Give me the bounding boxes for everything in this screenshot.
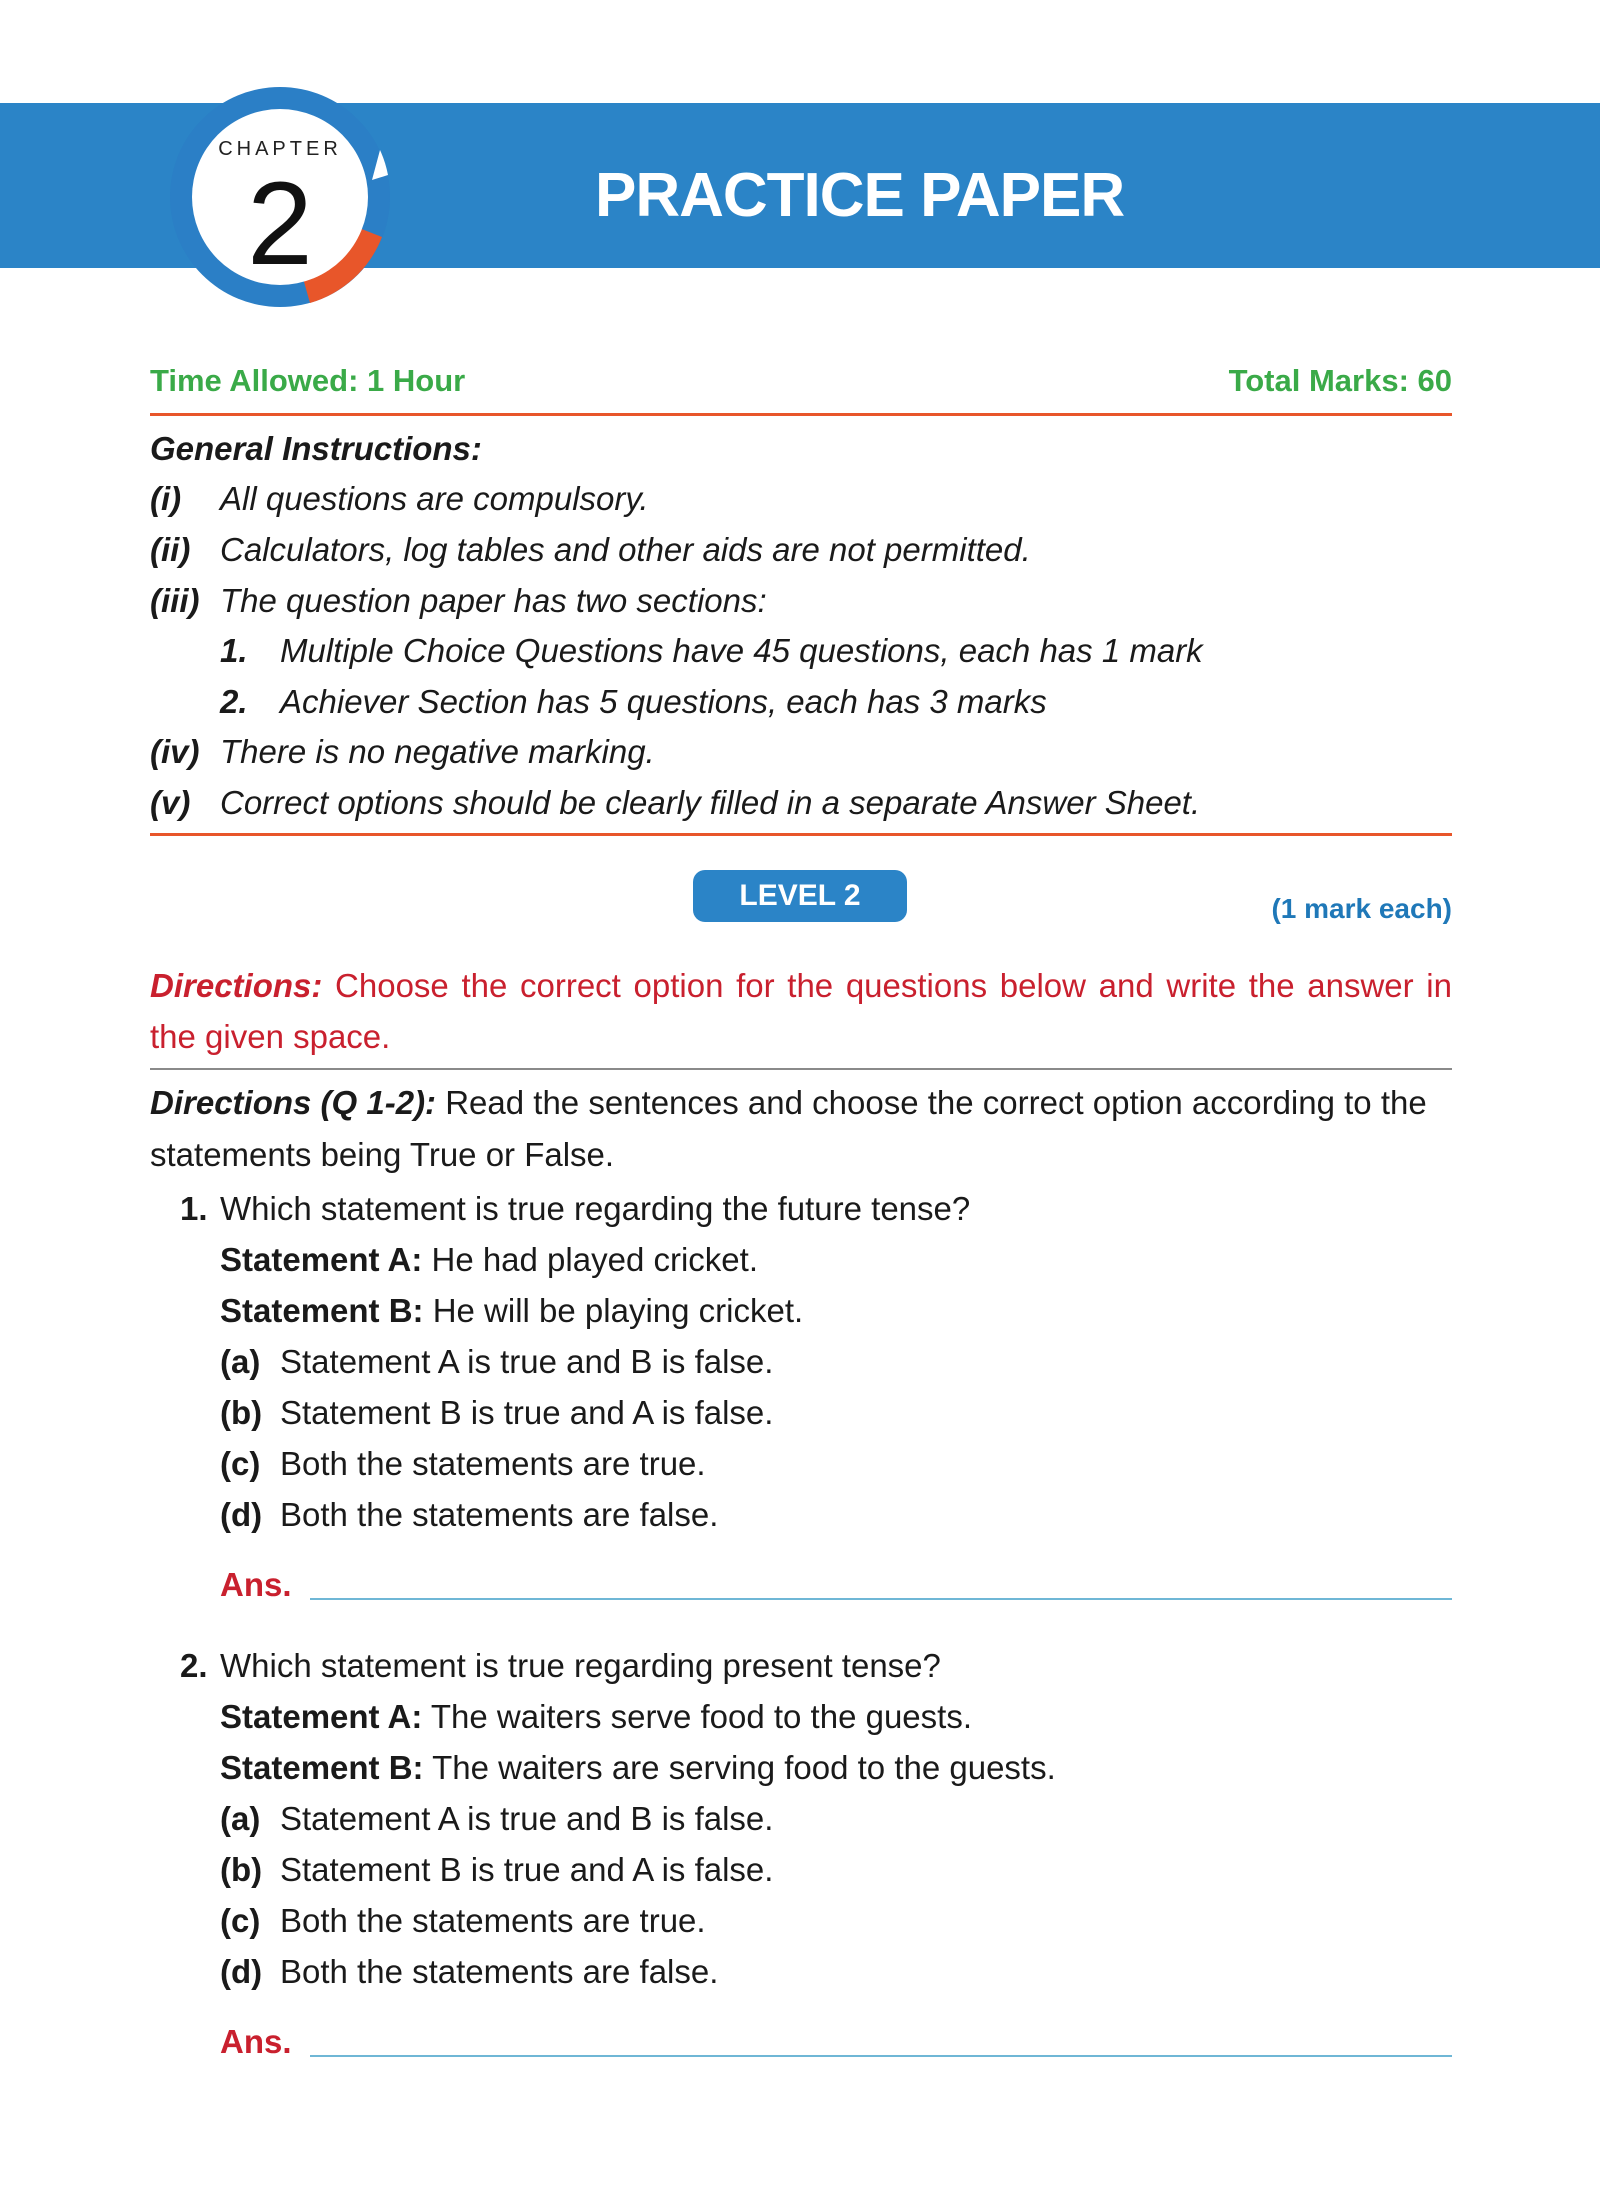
option-label: (a)	[220, 1800, 261, 1837]
statement-a-label: Statement A:	[220, 1698, 423, 1735]
chapter-label: CHAPTER	[218, 138, 342, 160]
directions-q-text: Read the sentences and choose the correct option according to the statements being True or False.	[150, 1084, 1427, 1173]
statement-a-text: The waiters serve food to the guests.	[422, 1698, 973, 1735]
option-text: Both the statements are true.	[280, 1445, 706, 1482]
directions	[150, 960, 1452, 1070]
subitem-number: 1.	[220, 632, 248, 669]
option-label: (a)	[220, 1343, 261, 1380]
option-label: (d)	[220, 1953, 263, 1990]
total-marks: Total Marks: 60	[1228, 363, 1452, 398]
subitem-number: 2.	[220, 683, 248, 720]
option-label: (c)	[220, 1445, 261, 1482]
answer-input[interactable]	[310, 1598, 1452, 1600]
instruction-subitem	[150, 683, 1452, 729]
answer-input[interactable]	[310, 2055, 1452, 2057]
statement-b-label: Statement B:	[220, 1749, 424, 1786]
instruction-item	[150, 480, 1452, 526]
answer-label: Ans.	[220, 2023, 292, 2060]
statement-a-text: He had played cricket.	[422, 1241, 758, 1278]
directions-q	[150, 1077, 1452, 1181]
meta-row	[150, 363, 1452, 416]
instruction-subitem	[150, 632, 1452, 678]
level-badge: LEVEL 2	[693, 870, 907, 922]
statement-a	[220, 1698, 972, 1748]
option-label: (b)	[220, 1394, 263, 1431]
instruction-text: There is no negative marking.	[220, 733, 655, 770]
instruction-item	[150, 733, 1452, 779]
instruction-number: (i)	[150, 480, 182, 517]
option-label: (d)	[220, 1496, 263, 1533]
instruction-item	[150, 531, 1452, 577]
instruction-number: (ii)	[150, 531, 191, 568]
option-label: (b)	[220, 1851, 263, 1888]
general-instructions	[150, 428, 1452, 836]
instruction-number: (iii)	[150, 582, 200, 619]
time-allowed: Time Allowed: 1 Hour	[150, 363, 466, 398]
instruction-text: Calculators, log tables and other aids are not permitted.	[220, 531, 1031, 568]
instruction-text: The question paper has two sections:	[220, 582, 767, 619]
instruction-number: (v)	[150, 784, 191, 821]
subitem-text: Achiever Section has 5 questions, each has 3 marks	[280, 683, 1047, 720]
directions-text: Choose the correct option for the questions below and write the answer in the given space.	[150, 967, 1452, 1055]
answer-label: Ans.	[220, 1566, 292, 1603]
directions-q-label: Directions (Q 1-2):	[150, 1084, 437, 1121]
statement-b-label: Statement B:	[220, 1292, 424, 1329]
instructions-heading: General Instructions:	[150, 430, 482, 467]
statement-a	[220, 1241, 758, 1291]
statement-a-label: Statement A:	[220, 1241, 423, 1278]
instruction-number: (iv)	[150, 733, 200, 770]
option-text: Both the statements are false.	[280, 1953, 719, 1990]
instruction-text: Correct options should be clearly filled in a separate Answer Sheet.	[220, 784, 1201, 821]
option-text: Both the statements are false.	[280, 1496, 719, 1533]
statement-b-text: The waiters are serving food to the guests.	[423, 1749, 1056, 1786]
instruction-item	[150, 582, 1452, 628]
page-title: PRACTICE PAPER	[595, 161, 1125, 230]
subitem-text: Multiple Choice Questions have 45 questions, each has 1 mark	[280, 632, 1203, 669]
statement-b	[220, 1292, 803, 1342]
marks-note: (1 mark each)	[1271, 893, 1452, 924]
chapter-number: 2	[247, 158, 313, 290]
question-text: Which statement is true regarding present tense?	[220, 1647, 941, 1684]
option-text: Both the statements are true.	[280, 1902, 706, 1939]
statement-b	[220, 1749, 1056, 1799]
option-text: Statement B is true and A is false.	[280, 1394, 774, 1431]
option-text: Statement A is true and B is false.	[280, 1800, 774, 1837]
option-text: Statement A is true and B is false.	[280, 1343, 774, 1380]
question-number: 1.	[180, 1190, 208, 1227]
question-text: Which statement is true regarding the future tense?	[220, 1190, 971, 1227]
statement-b-text: He will be playing cricket.	[423, 1292, 804, 1329]
question-number: 2.	[180, 1647, 208, 1684]
directions-label: Directions:	[150, 967, 323, 1004]
instruction-text: All questions are compulsory.	[220, 480, 649, 517]
instruction-item	[150, 784, 1452, 830]
option-label: (c)	[220, 1902, 261, 1939]
option-text: Statement B is true and A is false.	[280, 1851, 774, 1888]
